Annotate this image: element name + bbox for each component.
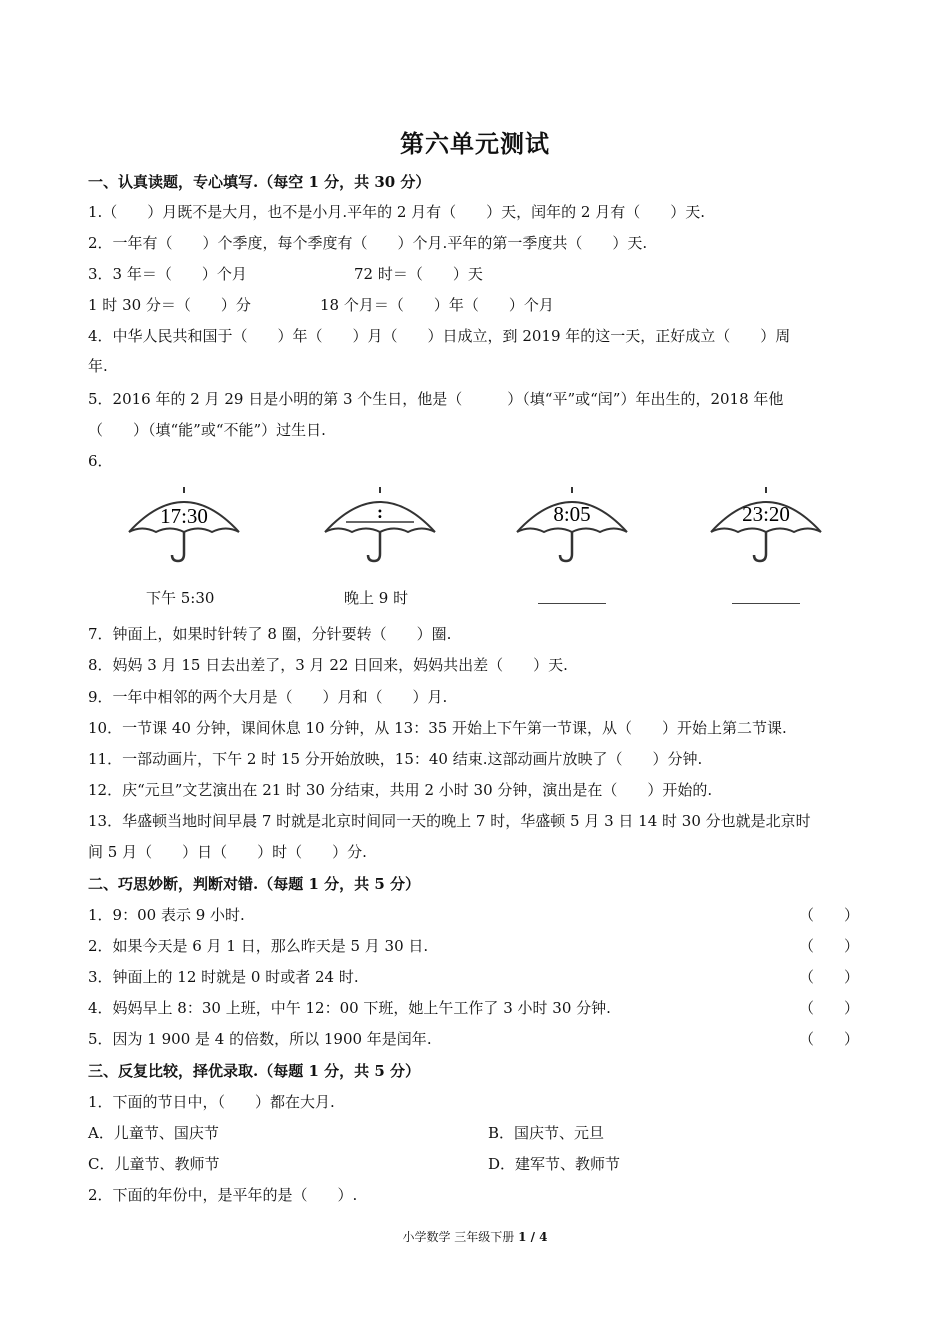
- page-number: 1 / 4: [518, 1230, 548, 1244]
- question-5: 5．2016 年的 2 月 29 日是小明的第 3 个生日，他是（ ）（填“平”或“闰”）年出生的，2018 年他: [88, 390, 784, 408]
- choice-question-2: 2．下面的年份中，是平年的是（ ）.: [88, 1186, 358, 1204]
- question-4: 4．中华人民共和国于（ ）年（ ）月（ ）日成立，到 2019 年的这一天，正好成立（ ）周: [88, 327, 791, 345]
- section-3-heading: 三、反复比较，择优录取.（每题 1 分，共 5 分）: [88, 1062, 420, 1080]
- umbrella-answer-blank-4: [732, 603, 800, 604]
- choice-option-d: D．建军节、教师节: [488, 1155, 621, 1173]
- umbrella-clock-4: [706, 484, 826, 568]
- umbrella-time-1: 17:30: [160, 504, 208, 528]
- question-5-cont: （ ）（填“能”或“不能”）过生日.: [88, 421, 326, 439]
- judge-item-3: 3．钟面上的 12 时就是 0 时或者 24 时.: [88, 968, 359, 986]
- question-13: 13．华盛顿当地时间早晨 7 时就是北京时间同一天的晚上 7 时，华盛顿 5 月 3 日 14 时 30 分也就是北京时: [88, 812, 811, 830]
- question-3d: 18 个月＝（ ）年（ ）个月: [320, 296, 554, 314]
- question-3b: 72 时＝（ ）天: [354, 265, 483, 283]
- umbrella-answer-blank-3: [538, 603, 606, 604]
- question-11: 11．一部动画片，下午 2 时 15 分开始放映，15：40 结束.这部动画片放映了（ ）分钟.: [88, 750, 703, 768]
- question-4-cont: 年.: [88, 357, 108, 375]
- question-8: 8．妈妈 3 月 15 日去出差了，3 月 22 日回来，妈妈共出差（ ）天.: [88, 656, 568, 674]
- question-3a: 3．3 年＝（ ）个月: [88, 265, 247, 283]
- judge-item-1: 1．9：00 表示 9 小时.: [88, 906, 245, 924]
- section-1-heading: 一、认真读题，专心填写.（每空 1 分，共 30 分）: [88, 173, 431, 191]
- umbrella-clock-3: [512, 484, 632, 568]
- judge-answer-box-1: （ ）: [799, 906, 860, 924]
- umbrella-time-4: 23:20: [742, 502, 790, 526]
- choice-question-1: 1．下面的节日中，（ ）都在大月.: [88, 1093, 335, 1111]
- choice-option-b: B．国庆节、元旦: [488, 1124, 605, 1142]
- umbrella-time-3: 8:05: [553, 502, 591, 526]
- judge-answer-box-2: （ ）: [799, 937, 860, 955]
- question-2: 2．一年有（ ）个季度，每个季度有（ ）个月.平年的第一季度共（ ）天.: [88, 234, 648, 252]
- judge-answer-box-4: （ ）: [799, 999, 860, 1017]
- umbrella-clock-1: [124, 484, 244, 568]
- footer-text: 小学数学 三年级下册: [402, 1230, 519, 1244]
- judge-item-2: 2．如果今天是 6 月 1 日，那么昨天是 5 月 30 日.: [88, 937, 429, 955]
- page-footer: [0, 1228, 950, 1245]
- question-7: 7．钟面上，如果时针转了 8 圈，分针要转（ ）圈.: [88, 625, 452, 643]
- judge-answer-box-5: （ ）: [799, 1030, 860, 1048]
- question-12: 12．庆“元旦”文艺演出在 21 时 30 分结束，共用 2 小时 30 分钟，演出是在（ ）开始的.: [88, 781, 713, 799]
- question-3c: 1 时 30 分＝（ ）分: [88, 296, 251, 314]
- umbrella-clock-2: [320, 484, 440, 568]
- page-title: 第六单元测试: [400, 129, 550, 158]
- judge-item-4: 4．妈妈早上 8：30 上班，中午 12：00 下班，她上午工作了 3 小时 30 分钟.: [88, 999, 611, 1017]
- judge-answer-box-3: （ ）: [799, 968, 860, 986]
- umbrella-time-2: :: [377, 502, 383, 522]
- question-6: 6．: [88, 452, 113, 470]
- choice-option-a: A．儿童节、国庆节: [88, 1124, 219, 1142]
- umbrella-caption-1: 下午 5:30: [146, 589, 215, 607]
- question-13-cont: 间 5 月（ ）日（ ）时（ ）分.: [88, 843, 367, 861]
- question-1: 1.（ ）月既不是大月，也不是小月.平年的 2 月有（ ）天，闰年的 2 月有（ ）天.: [88, 203, 706, 221]
- umbrella-caption-2: 晚上 9 时: [344, 589, 409, 607]
- judge-item-5: 5．因为 1 900 是 4 的倍数，所以 1900 年是闰年.: [88, 1030, 432, 1048]
- question-9: 9．一年中相邻的两个大月是（ ）月和（ ）月.: [88, 688, 448, 706]
- choice-option-c: C．儿童节、教师节: [88, 1155, 220, 1173]
- question-10: 10．一节课 40 分钟，课间休息 10 分钟，从 13：35 开始上下午第一节课，从（ ）开始上第二节课.: [88, 719, 787, 737]
- section-2-heading: 二、巧思妙断，判断对错.（每题 1 分，共 5 分）: [88, 875, 420, 893]
